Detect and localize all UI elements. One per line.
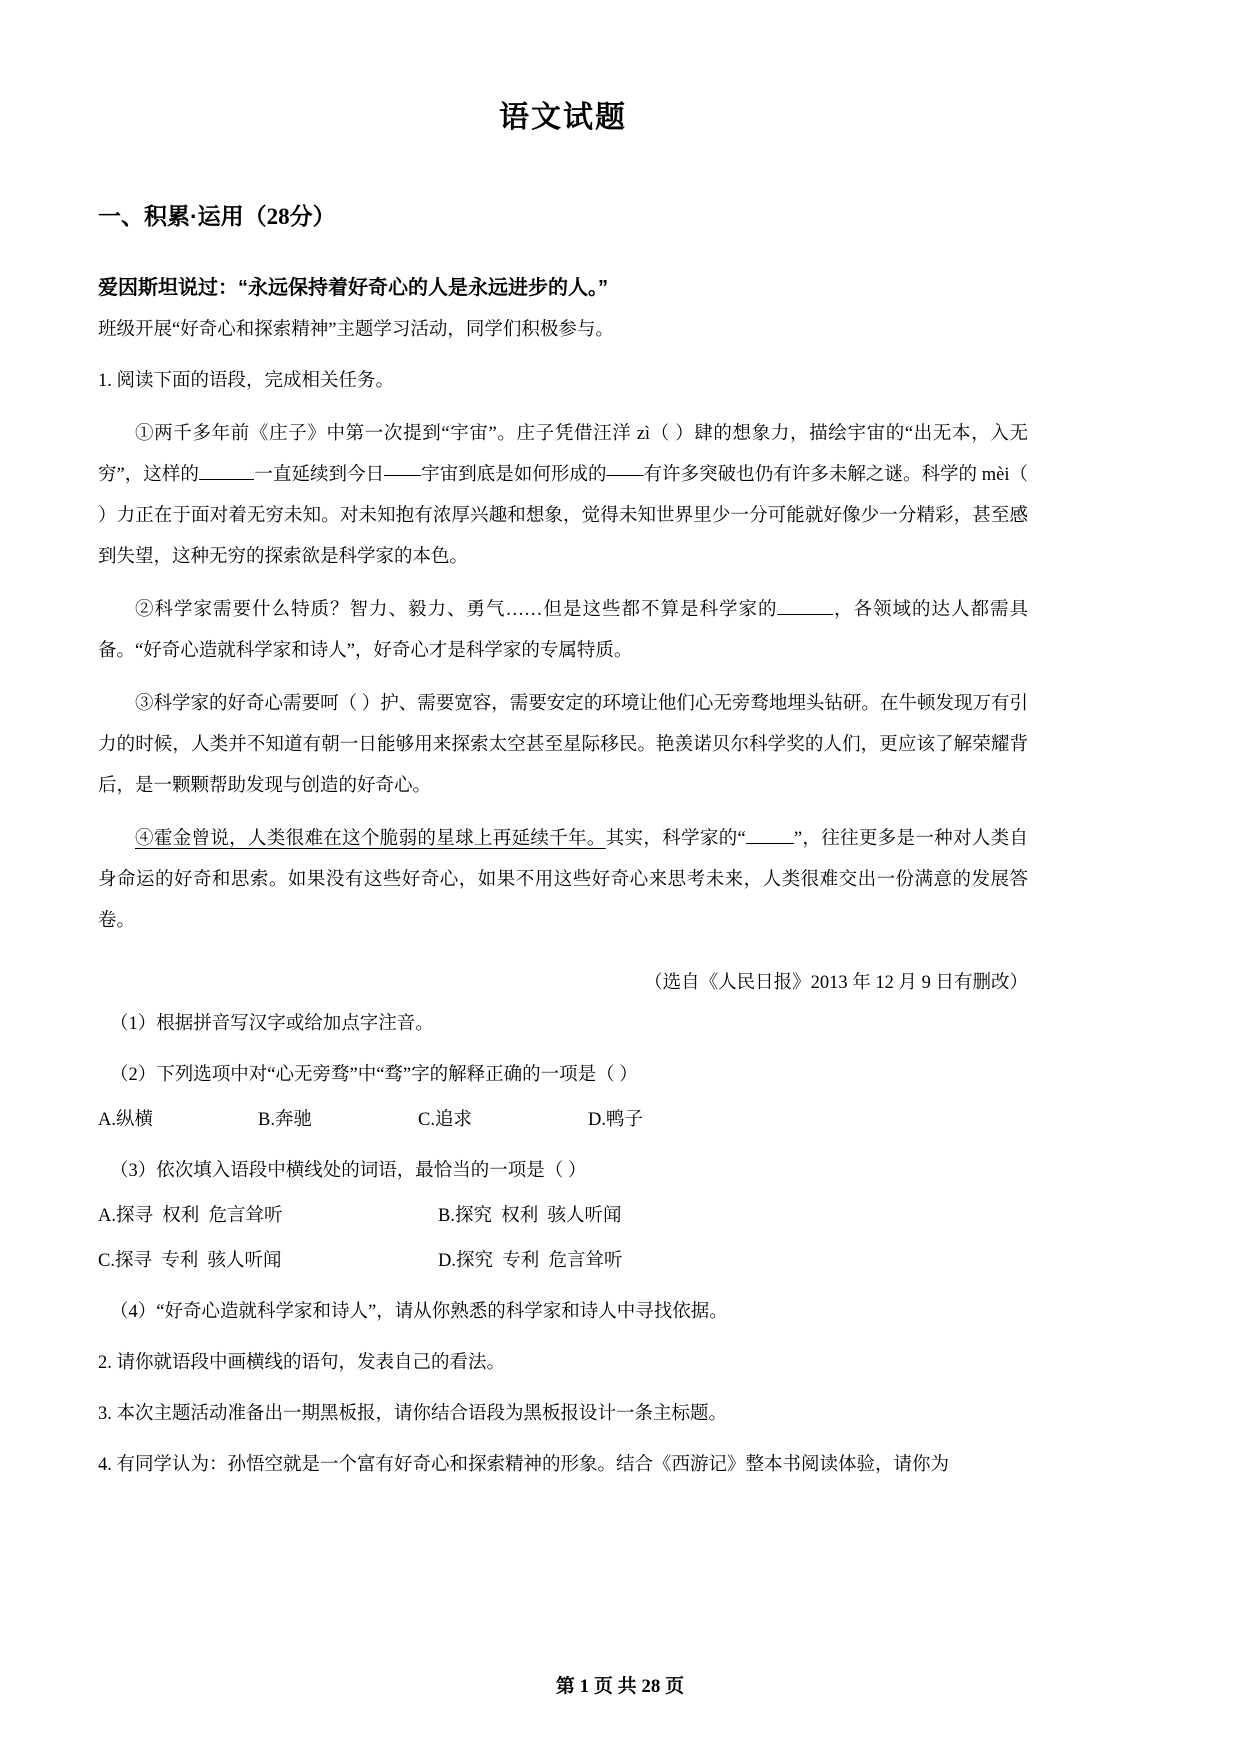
sub-question-1-label: （1） [110, 1014, 157, 1034]
sub-question-4-label: （4） [110, 1302, 157, 1322]
passage-p3: ③科学家的好奇心需要呵（ ）护、需要宽容，需要安定的环境让他们心无旁骛地埋头钻研。在牛顿发现万有引力的时候，人类并不知道有朝一日能够用来探索太空甚至星际移民。艳羡诺贝尔科学奖的人们，更应该了解荣耀背后，是一颗颗帮助发现与创造的好奇心。 [98, 694, 1028, 796]
sub-question-2 [98, 1055, 1028, 1096]
task-2: 2. 请你就语段中画横线的语句，发表自己的看法。 [98, 1353, 506, 1373]
q3-option-a[interactable]: A.探寻 权利 危言耸听 [98, 1206, 283, 1226]
task-1-stem: 1. 阅读下面的语段，完成相关任务。 [98, 371, 395, 391]
q2-option-d[interactable]: D.鸭子 [588, 1110, 643, 1130]
section-heading-points: （28分） [243, 204, 336, 229]
passage-paragraph-3 [98, 684, 1028, 807]
passage-p1-part-a: ①两千多年前《庄子》中第一次提到“宇宙”。庄子凭借汪洋 zì（ ）肆的想象力，描绘宇宙的“出无本，入无穷”，这样的 [98, 424, 1028, 485]
q3-option-row-1 [98, 1196, 1028, 1237]
sub-question-2-label: （2） [110, 1065, 157, 1085]
passage-p1-part-b: 一直延续到今日——宇宙到底是如何形成的——有许多突破也仍有许多未解之谜。科学的 mèi（ ）力正在于面对着无穷未知。对未知抱有浓厚兴趣和想象，觉得未知世界里少一分可能就好像少一分精彩，甚至感到失望，这种无穷的探索欲是科学家的本色。 [98, 465, 1028, 567]
section-heading [98, 198, 1028, 231]
sub-question-1 [98, 1004, 1028, 1045]
einstein-quote: 爱因斯坦说过：“永远保持着好奇心的人是永远进步的人。” [98, 277, 608, 299]
q2-option-a[interactable]: A.纵横 [98, 1110, 153, 1130]
sub-question-1-text: 根据拼音写汉字或给加点字注音。 [156, 1014, 434, 1034]
passage-paragraph-4 [98, 819, 1028, 942]
q3-option-d[interactable]: D.探究 专利 危言耸听 [438, 1251, 623, 1271]
intro-paragraph: 班级开展“好奇心和探索精神”主题学习活动，同学们积极参与。 [98, 320, 614, 340]
passage-p4-part-c: ”，往往更多是一种对人类自身命运的好奇和思索。如果没有这些好奇心，如果不用这些好奇心来思考未来，人类很难交出一份满意的发展答卷。 [98, 829, 1028, 931]
sub-question-2-text: 下列选项中对“心无旁骛”中“骛”字的解释正确的一项是（ ） [156, 1065, 638, 1085]
task-3: 3. 本次主题活动准备出一期黑板报，请你结合语段为黑板报设计一条主标题。 [98, 1404, 728, 1424]
passage-source: （选自《人民日报》2013 年 12 月 9 日有删改） [644, 973, 1028, 993]
q2-option-row [98, 1100, 1028, 1141]
sub-question-3-label: （3） [110, 1161, 157, 1181]
q2-option-c[interactable]: C.追求 [418, 1110, 472, 1130]
passage-p4-part-b: 其实，科学家的“ [605, 829, 746, 849]
q2-option-b[interactable]: B.奔驰 [258, 1110, 312, 1130]
passage-p4-underlined: ④霍金曾说，人类很难在这个脆弱的星球上再延续千年。 [135, 829, 606, 849]
passage-paragraph-2 [98, 590, 1028, 672]
page-content [98, 0, 1028, 1486]
q3-option-row-2 [98, 1241, 1028, 1282]
section-heading-text: 一、积累·运用 [98, 203, 244, 229]
task-4: 4. 有同学认为：孙悟空就是一个富有好奇心和探索精神的形象。结合《西游记》整本书阅读体验，请你为 [98, 1455, 950, 1475]
sub-question-3-text: 依次填入语段中横线处的词语，最恰当的一项是（ ） [156, 1161, 587, 1181]
fill-blank-1 [199, 479, 255, 480]
q3-option-c[interactable]: C.探寻 专利 骇人听闻 [98, 1251, 282, 1271]
passage-paragraph-1 [98, 414, 1028, 578]
sub-question-4 [98, 1292, 1028, 1333]
q3-option-b[interactable]: B.探究 权利 骇人听闻 [438, 1206, 622, 1226]
page-title: 语文试题 [499, 101, 627, 134]
fill-blank-2 [777, 614, 833, 615]
page-footer: 第 1 页 共 28 页 [555, 1676, 685, 1697]
passage-p2-part-b: ，各领域的达人都需具备。“好奇心造就科学家和诗人”，好奇心才是科学家的专属特质。 [98, 600, 1028, 661]
sub-question-4-text: “好奇心造就科学家和诗人”，请从你熟悉的科学家和诗人中寻找依据。 [156, 1302, 728, 1322]
sub-question-3 [98, 1151, 1028, 1192]
passage-p2-part-a: ②科学家需要什么特质？智力、毅力、勇气……但是这些都不算是科学家的 [135, 600, 778, 620]
fill-blank-3 [746, 843, 794, 844]
